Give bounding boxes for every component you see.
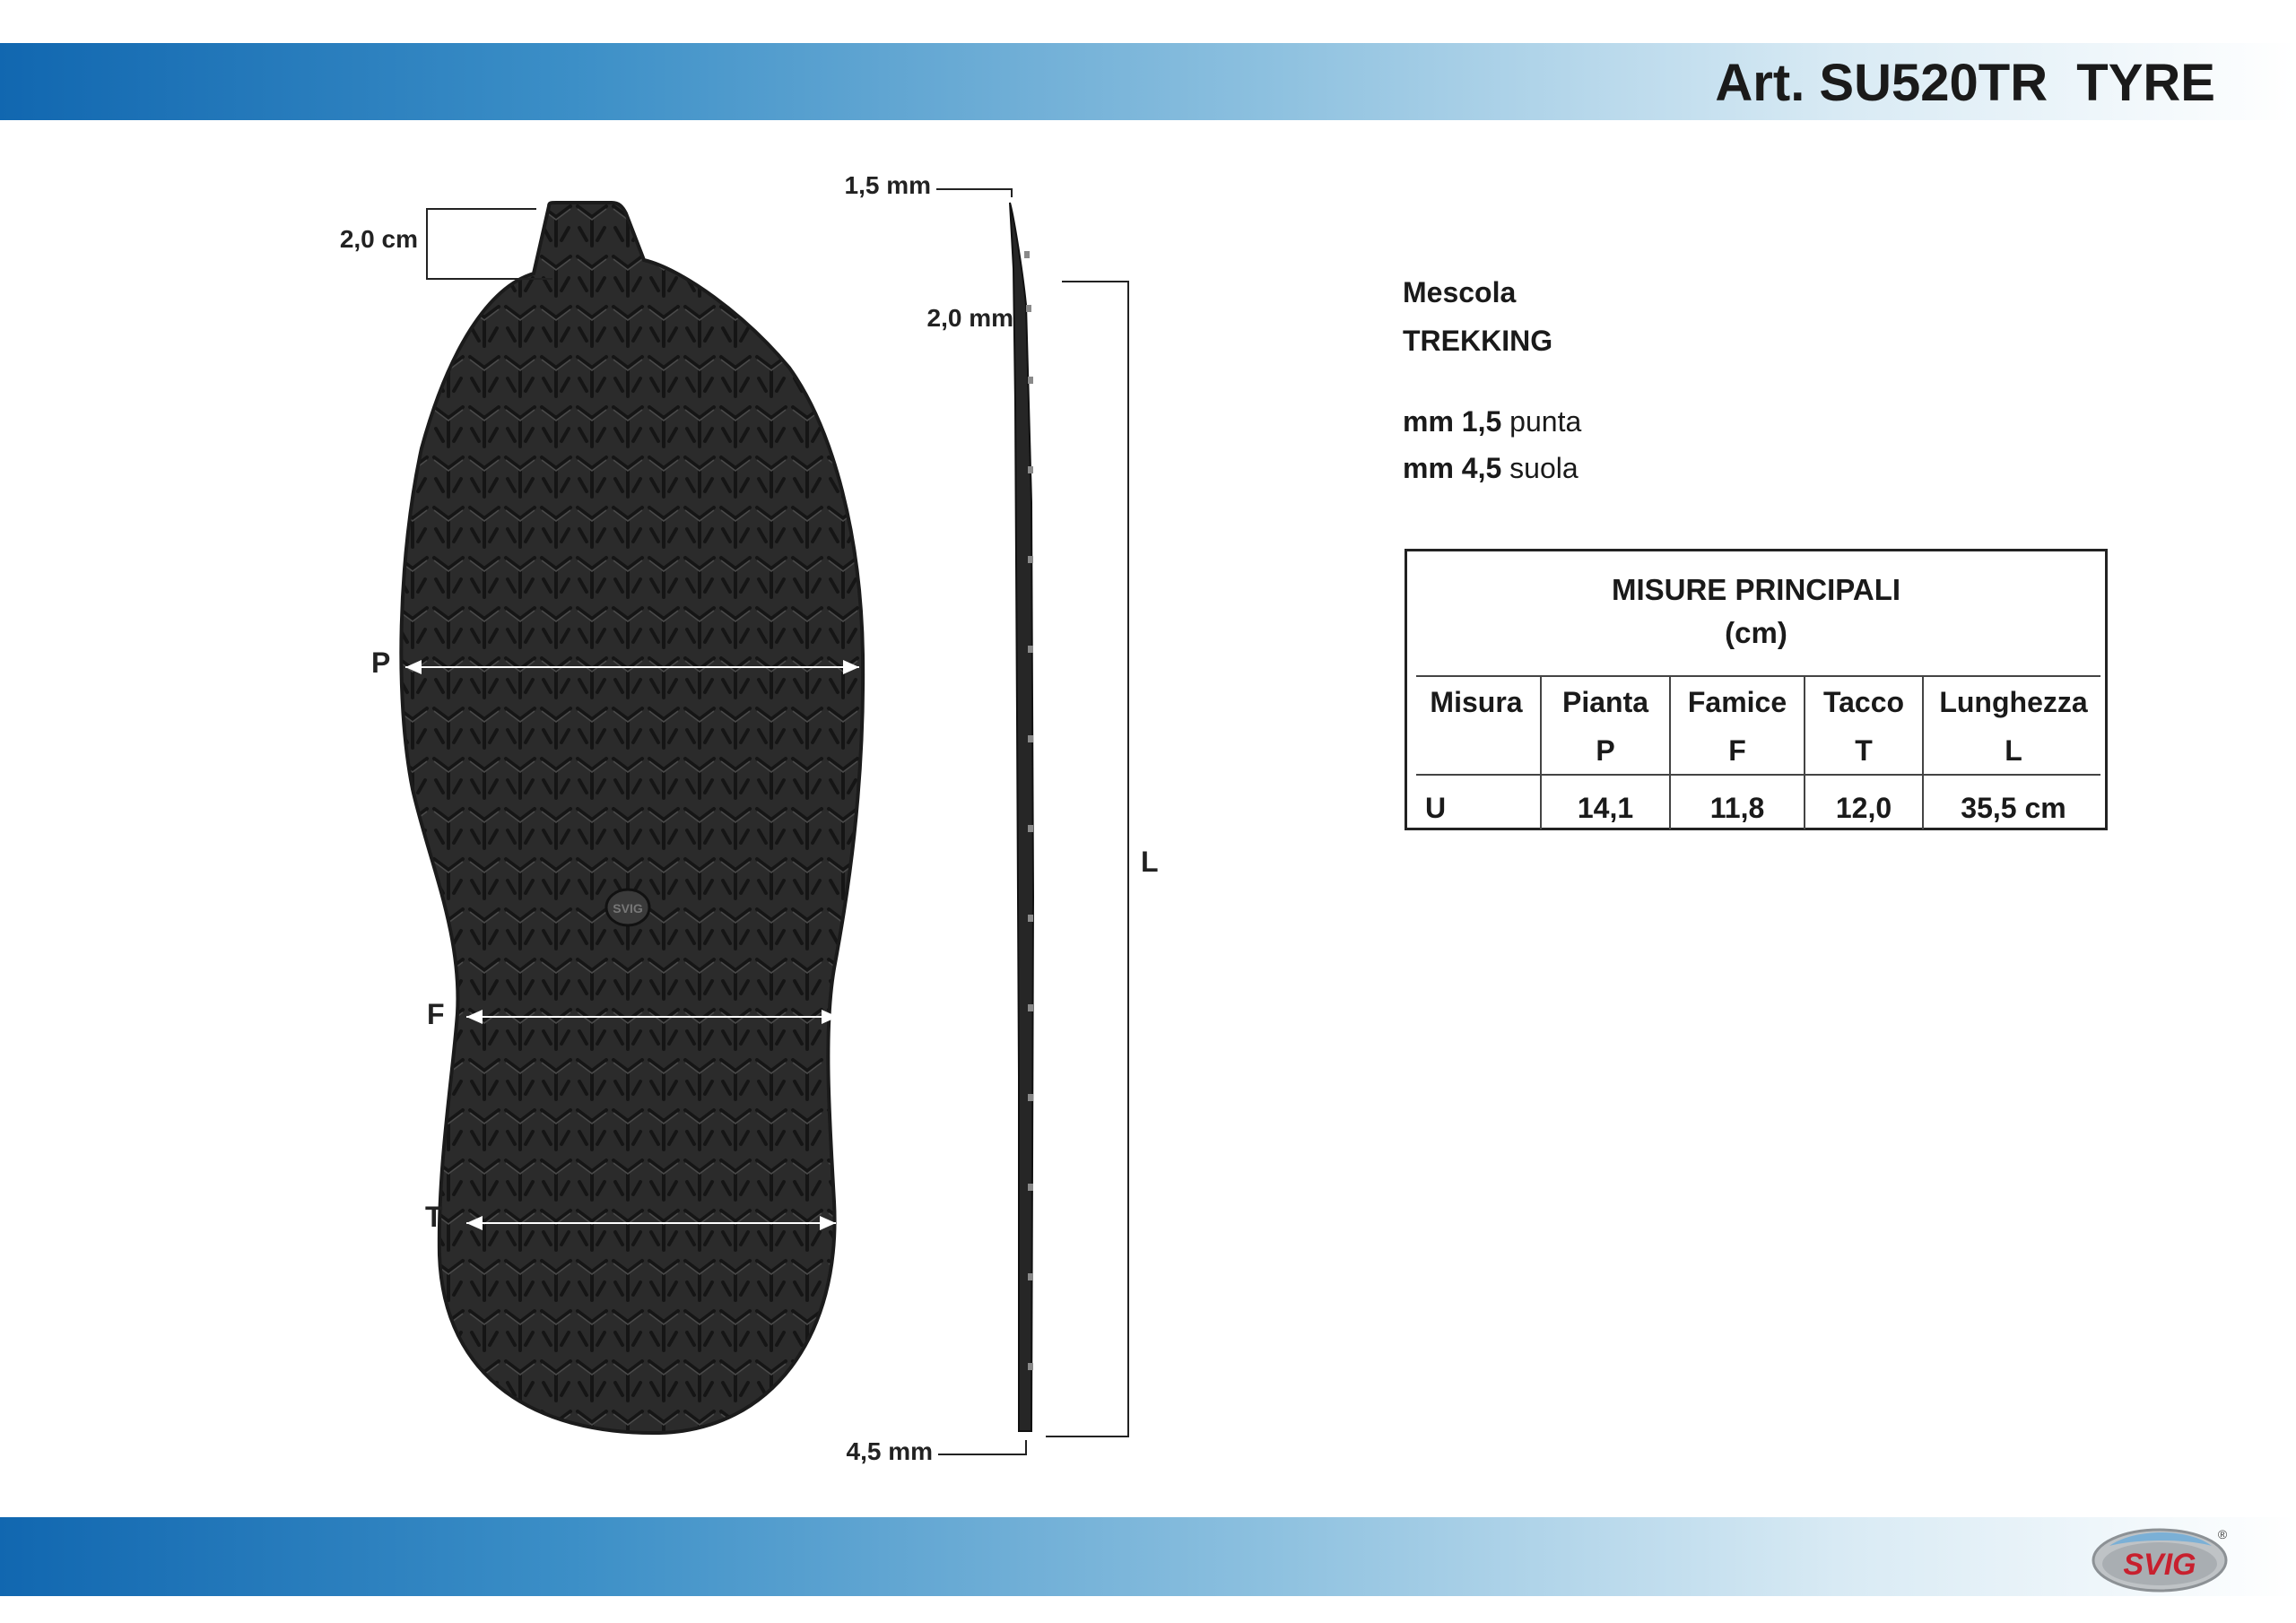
sole-thickness-spec: [1403, 450, 1578, 486]
toe-height-label: 2,0 cm: [339, 225, 418, 253]
sole-thickness-text: suola: [1501, 452, 1578, 484]
measurements-table: [1405, 549, 2108, 830]
table-divider: [1416, 774, 2100, 776]
column-header-lunghezza: Lunghezza: [1939, 686, 2088, 718]
sole-thickness-value: mm 4,5: [1403, 452, 1502, 484]
column-header-famice: Famice: [1687, 686, 1787, 718]
profile-mid-label: 2,0 mm: [926, 304, 1013, 332]
sole-outline: [401, 203, 863, 1433]
compound-value: TREKKING: [1403, 325, 1553, 357]
column-header-misura: Misura: [1430, 686, 1523, 718]
page-title: Art. SU520TR TYRE: [1715, 54, 2215, 112]
marker-t-label: T: [425, 1201, 443, 1233]
marker-p-label: P: [371, 647, 391, 679]
sole-logo-text: SVIG: [613, 901, 643, 916]
marker-l-label: L: [1141, 846, 1159, 878]
column-letter-p: P: [1596, 734, 1615, 767]
column-header-tacco: Tacco: [1822, 686, 1905, 718]
table-title: MISURE PRINCIPALI: [1611, 573, 1901, 606]
column-letter-t: T: [1855, 734, 1873, 767]
profile-top-leader: [936, 189, 1012, 197]
sole-side-profile: [1010, 203, 1033, 1431]
table-cell-misura: U: [1425, 792, 1447, 824]
svig-logo-text: SVIG: [2123, 1548, 2196, 1582]
profile-bottom-label: 4,5 mm: [846, 1437, 933, 1465]
table-cell-tacco: 12,0: [1835, 792, 1892, 824]
table-cell-pianta: 14,1: [1577, 792, 1634, 824]
table-cell-famice: 11,8: [1709, 792, 1765, 824]
table-divider: [1416, 675, 2100, 677]
length-bracket: [1046, 282, 1128, 1436]
table-unit: (cm): [1725, 616, 1787, 649]
compound-label: Mescola: [1403, 276, 1517, 308]
toe-thickness-text: punta: [1501, 405, 1582, 438]
marker-f-label: F: [427, 998, 445, 1030]
footer-band: [0, 1517, 2296, 1596]
svig-logo: [2090, 1519, 2233, 1594]
column-letter-l: L: [2005, 734, 2022, 767]
column-letter-f: F: [1728, 734, 1746, 767]
registered-mark: ®: [2217, 1527, 2228, 1541]
toe-thickness-spec: [1403, 404, 1581, 439]
profile-bottom-leader: [938, 1440, 1026, 1454]
profile-top-label: 1,5 mm: [844, 171, 931, 199]
column-header-pianta: Pianta: [1561, 686, 1649, 718]
toe-thickness-value: mm 1,5: [1403, 405, 1502, 438]
table-cell-lunghezza: 35,5 cm: [1961, 792, 2066, 824]
